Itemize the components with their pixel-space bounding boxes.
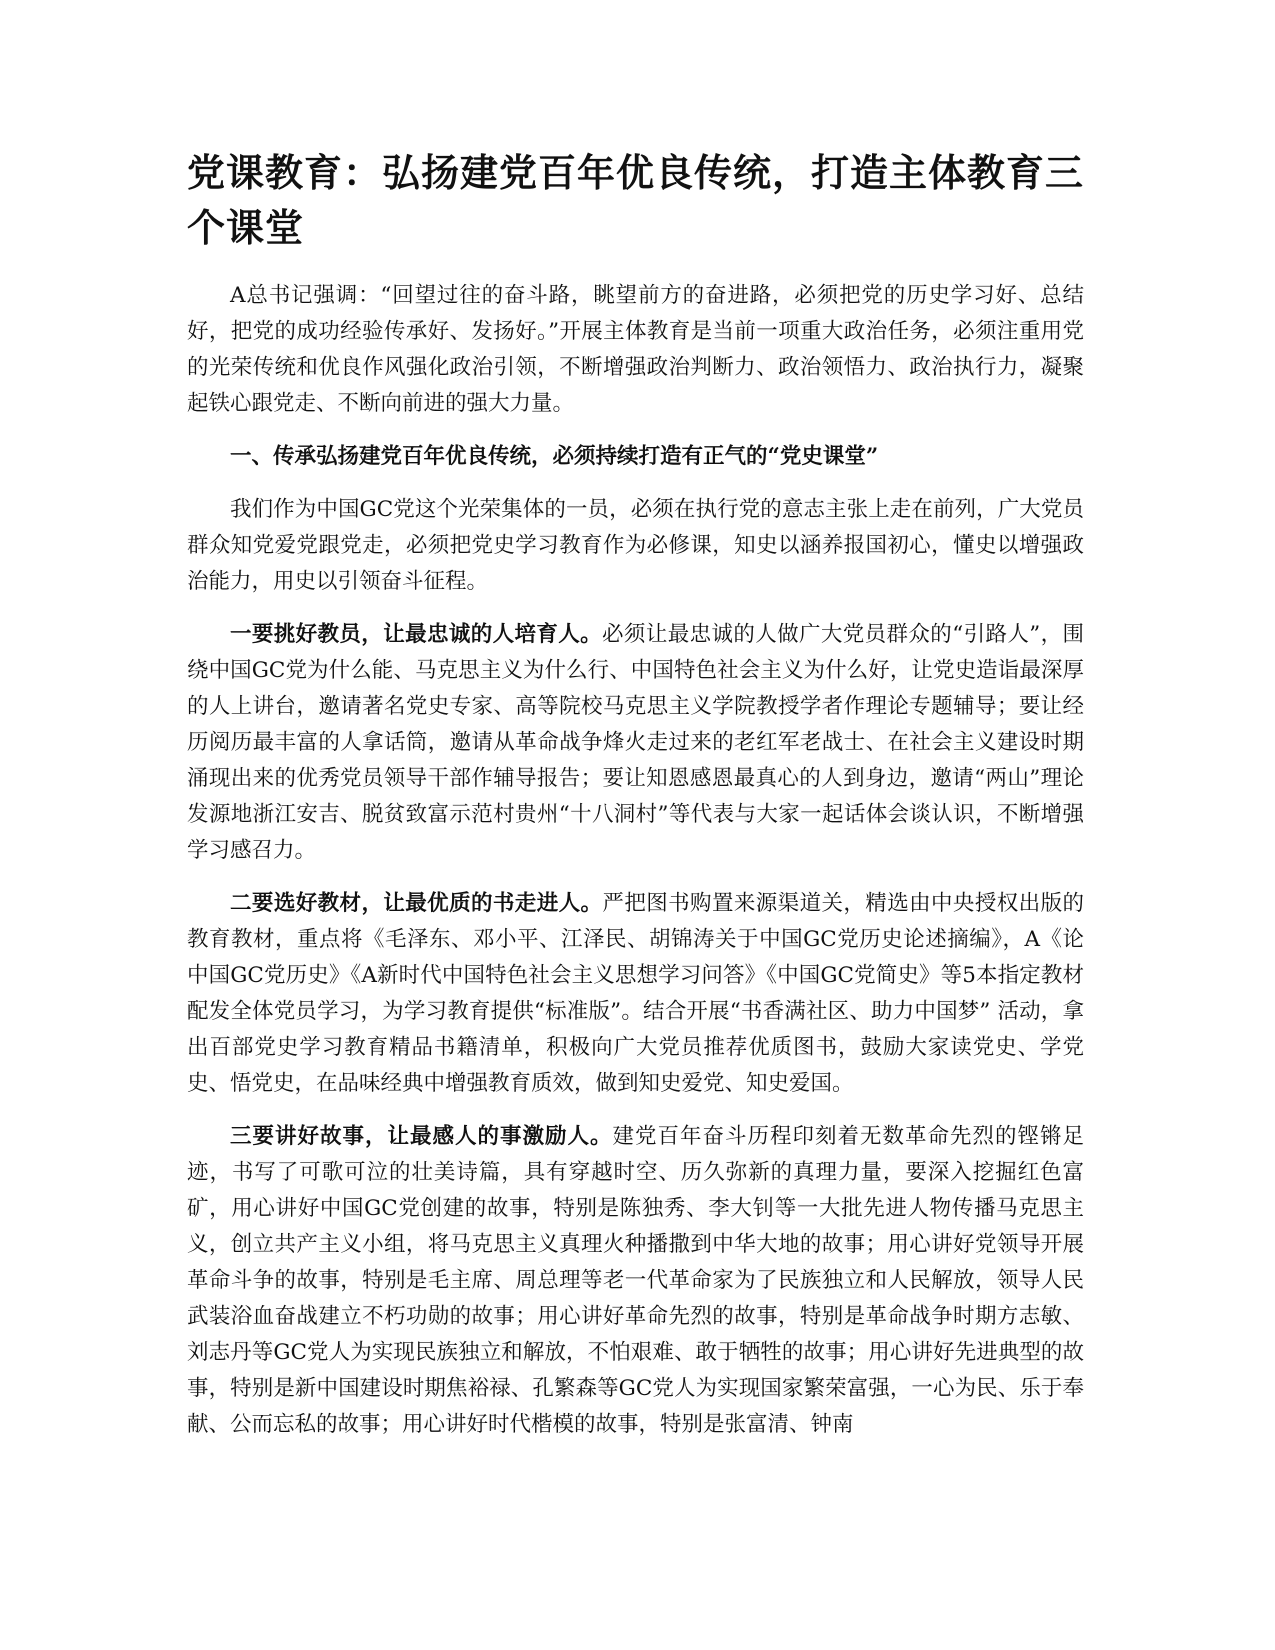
section-paragraph: 我们作为中国GC党这个光荣集体的一员，必须在执行党的意志主张上走在前列，广大党员群众知党爱党跟党走，必须把党史学习教育作为必修课，知史以涵养报国初心，懂史以增强政治能力，用史以引领奋斗征程。 xyxy=(187,497,1084,594)
intro-paragraph: A总书记强调：“回望过往的奋斗路，眺望前方的奋进路，必须把党的历史学习好、总结好，把党的成功经验传承好、发扬好。”开展主体教育是当前一项重大政治任务，必须注重用党的光荣传统和优良作风强化政治引领，不断增强政治判断力、政治领悟力、政治执行力，凝聚起铁心跟党走、不断向前进的强大力量。 xyxy=(187,283,1084,416)
point-1-body: 必须让最忠诚的人做广大党员群众的“引路人”，围绕中国GC党为什么能、马克思主义为什么行、中国特色社会主义为什么好，让党史造诣最深厚的人上讲台，邀请著名党史专家、高等院校马克思主义学院教授学者作理论专题辅导；要让经历阅历最丰富的人拿话筒，邀请从革命战争烽火走过来的老红军老战士、在社会主义建设时期涌现出来的优秀党员领导干部作辅导报告；要让知恩感恩最真心的人到身边，邀请“两山”理论发源地浙江安吉、脱贫致富示范村贵州“十八洞村”等代表与大家一起话体会谈认识，不断增强学习感召力。 xyxy=(187,622,1084,863)
point-3-lead: 三要讲好故事，让最感人的事激励人。 xyxy=(230,1124,613,1149)
point-3-body: 建党百年奋斗历程印刻着无数革命先烈的铿锵足迹，书写了可歌可泣的壮美诗篇，具有穿越时空、历久弥新的真理力量，要深入挖掘红色富矿，用心讲好中国GC党创建的故事，特别是陈独秀、李大钊等一大批先进人物传播马克思主义，创立共产主义小组，将马克思主义真理火种播撒到中华大地的故事；用心讲好党领导开展革命斗争的故事，特别是毛主席、周总理等老一代革命家为了民族独立和人民解放，领导人民武装浴血奋战建立不朽功勋的故事；用心讲好革命先烈的故事，特别是革命战争时期方志敏、刘志丹等GC党人为实现民族独立和解放，不怕艰难、敢于牺牲的故事；用心讲好先进典型的故事，特别是新中国建设时期焦裕禄、孔繁森等GC党人为实现国家繁荣富强，一心为民、乐于奉献、公而忘私的故事；用心讲好时代楷模的故事，特别是张富清、钟南 xyxy=(187,1124,1084,1437)
section-heading: 一、传承弘扬建党百年优良传统，必须持续打造有正气的“党史课堂” xyxy=(230,444,879,469)
point-2-body: 严把图书购置来源渠道关，精选由中央授权出版的教育教材，重点将《毛泽东、邓小平、江泽民、胡锦涛关于中国GC党历史论述摘编》，A《论中国GC党历史》《A新时代中国特色社会主义思想学习问答》《中国GC党简史》等5本指定教材配发全体党员学习，为学习教育提供“标准版”。结合开展“书香满社区、助力中国梦” 活动，拿出百部党史学习教育精品书籍清单，积极向广大党员推荐优质图书，鼓励大家读党史、学党史、悟党史，在品味经典中增强教育质效，做到知史爱党、知史爱国。 xyxy=(187,891,1084,1096)
document-body xyxy=(187,146,1084,1460)
document-title: 党课教育：弘扬建党百年优良传统，打造主体教育三个课堂 xyxy=(187,151,1085,250)
point-paragraph-3 xyxy=(187,1119,1084,1443)
point-paragraph-2 xyxy=(187,886,1084,1102)
point-2-lead: 二要选好教材，让最优质的书走进人。 xyxy=(230,891,603,916)
point-1-lead: 一要挑好教员，让最忠诚的人培育人。 xyxy=(230,622,603,647)
point-paragraph-1 xyxy=(187,617,1084,869)
